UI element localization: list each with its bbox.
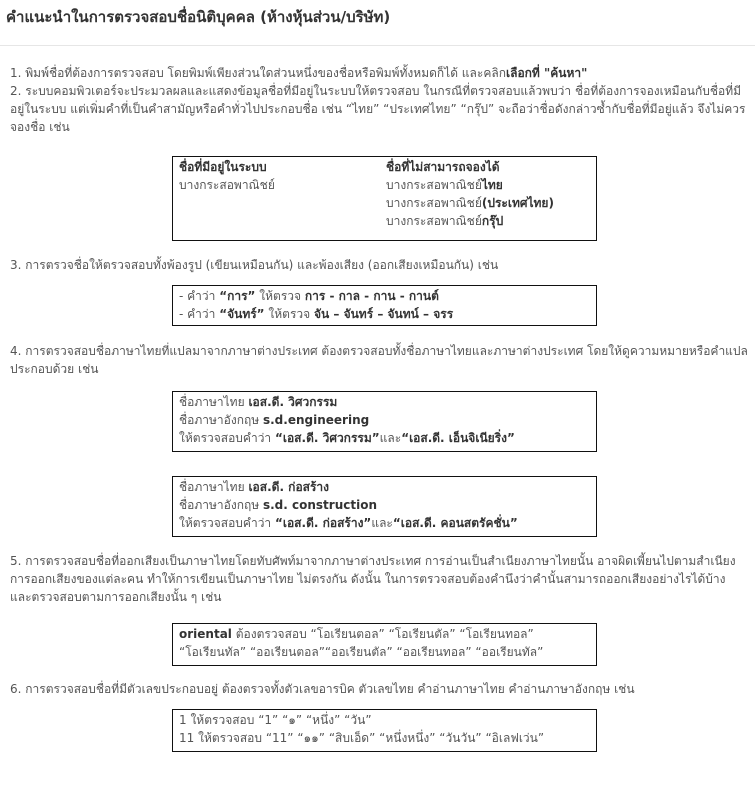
transliteration-line: “โอเรียนทัล” “ออเรียนตอล”“ออเรียนตัล” “ออเรียนทอล” “ออเรียนทัล” xyxy=(179,645,544,659)
page-header xyxy=(0,0,755,46)
check-words-line: ให้ตรวจสอบคำว่า “เอส.ดี. วิศวกรรม”และ“เอส.ดี. เอ็นจิเนียริ่ง” xyxy=(179,431,515,445)
step-4-text: 4. การตรวจสอบชื่อภาษาไทยที่แปลมาจากภาษาต่างประเทศ ต้องตรวจสอบทั้งชื่อภาษาไทยและภาษาต่างประเทศ โดยให้ดูความหมายหรือคำแปลประกอบด้วย เช่น xyxy=(10,344,748,376)
unavailable-name: บางกระสอพาณิชย์(ประเทศไทย) xyxy=(386,196,554,210)
unavailable-name: บางกระสอพาณิชย์ไทย xyxy=(386,178,503,192)
number-line: 11 ให้ตรวจสอบ “11” “๑๑” “สิบเอ็ด” “หนึ่งหนึ่ง” “วันวัน” “อิเลฟเว่น” xyxy=(179,731,545,745)
step-1 xyxy=(10,64,748,82)
step-3-text: 3. การตรวจชื่อให้ตรวจสอบทั้งพ้องรูป (เขียนเหมือนกัน) และพ้องเสียง (ออกเสียงเหมือนกัน) เช่น xyxy=(10,258,499,272)
transliteration-line: oriental ต้องตรวจสอบ “โอเรียนตอล” “โอเรียนตัล” “โอเรียนทอล” xyxy=(179,627,534,641)
step-1-text: 1. พิมพ์ชื่อที่ต้องการตรวจสอบ โดยพิมพ์เพียงส่วนใดส่วนหนึ่งของชื่อหรือพิมพ์ทั้งหมดก็ได้ และคลิก xyxy=(10,66,506,80)
number-example-box xyxy=(172,709,597,752)
step-5-text: 5. การตรวจสอบชื่อที่ออกเสียงเป็นภาษาไทยโดยทับศัพท์มาจากภาษาต่างประเทศ การอ่านเป็นสำเนียงภาษาไทยนั้น อาจผิดเพี้ยนไปตามสำเนียงการออกเสียงของแต่ละคน ทำให้การเขียนเป็นภาษาไทย ไม่ตรงกัน ดังนั้น ในการตรวจสอบต้องคำนึงว่าคำนั้นสามารถออกเสียงอย่างไรได้บ้าง และตรวจสอบตามการออกเสียงนั้น ๆ เช่น xyxy=(10,554,736,604)
homophone-example-box xyxy=(172,285,597,326)
translation-example-box xyxy=(172,391,597,452)
page-title: คำแนะนำในการตรวจสอบชื่อนิติบุคคล (ห้างหุ้นส่วน/บริษัท) xyxy=(6,8,391,26)
english-name-line: ชื่อภาษาอังกฤษ s.d.engineering xyxy=(179,413,370,427)
translation-example-box xyxy=(172,476,597,537)
number-line: 1 ให้ตรวจสอบ “1” “๑” “หนึ่ง” “วัน” xyxy=(179,713,372,727)
step-2-text: 2. ระบบคอมพิวเตอร์จะประมวลผลและแสดงข้อมูลชื่อที่มีอยู่ในระบบให้ตรวจสอบ ในกรณีที่ตรวจสอบแล้วพบว่า ชื่อที่ต้องการจองเหมือนกับชื่อที่มีอยู่ในระบบ แต่เพิ่มคำที่เป็นคำสามัญหรือคำทั่วไปประกอบชื่อ เช่น “ไทย” “ประเทศไทย” “กรุ๊ป” จะถือว่าชื่อดังกล่าวซ้ำกับชื่อที่มีอยู่แล้ว จึงไม่ควรจองชื่อ เช่น xyxy=(10,84,746,134)
existing-name: บางกระสอพาณิชย์ xyxy=(179,178,275,192)
name-example-table xyxy=(172,156,597,241)
thai-name-line: ชื่อภาษาไทย เอส.ดี. ก่อสร้าง xyxy=(179,480,330,494)
check-words-line: ให้ตรวจสอบคำว่า “เอส.ดี. ก่อสร้าง”และ“เอส.ดี. คอนสตรัคชั่น” xyxy=(179,516,518,530)
unavailable-names-header: ชื่อที่ไม่สามารถจองได้ xyxy=(386,160,500,174)
unavailable-name: บางกระสอพาณิชย์กรุ๊ป xyxy=(386,214,504,228)
thai-name-line: ชื่อภาษาไทย เอส.ดี. วิศวกรรม xyxy=(179,395,338,409)
homophone-line: - คำว่า “จันทร์” ให้ตรวจ จัน – จันทร์ – จันทน์ – จรร xyxy=(179,307,454,321)
step-6-text: 6. การตรวจสอบชื่อที่มีตัวเลขประกอบอยู่ ต้องตรวจทั้งตัวเลขอารบิค ตัวเลขไทย คำอ่านภาษาไทย คำอ่านภาษาอังกฤษ เช่น xyxy=(10,682,635,696)
existing-names-header: ชื่อที่มีอยู่ในระบบ xyxy=(179,160,267,174)
homophone-line: - คำว่า “การ” ให้ตรวจ การ - กาล - กาน - กานต์ xyxy=(179,289,439,303)
transliteration-example-box xyxy=(172,623,597,666)
search-button-reference: เลือกที่ "ค้นหา" xyxy=(505,66,588,80)
english-name-line: ชื่อภาษาอังกฤษ s.d. construction xyxy=(179,498,378,512)
